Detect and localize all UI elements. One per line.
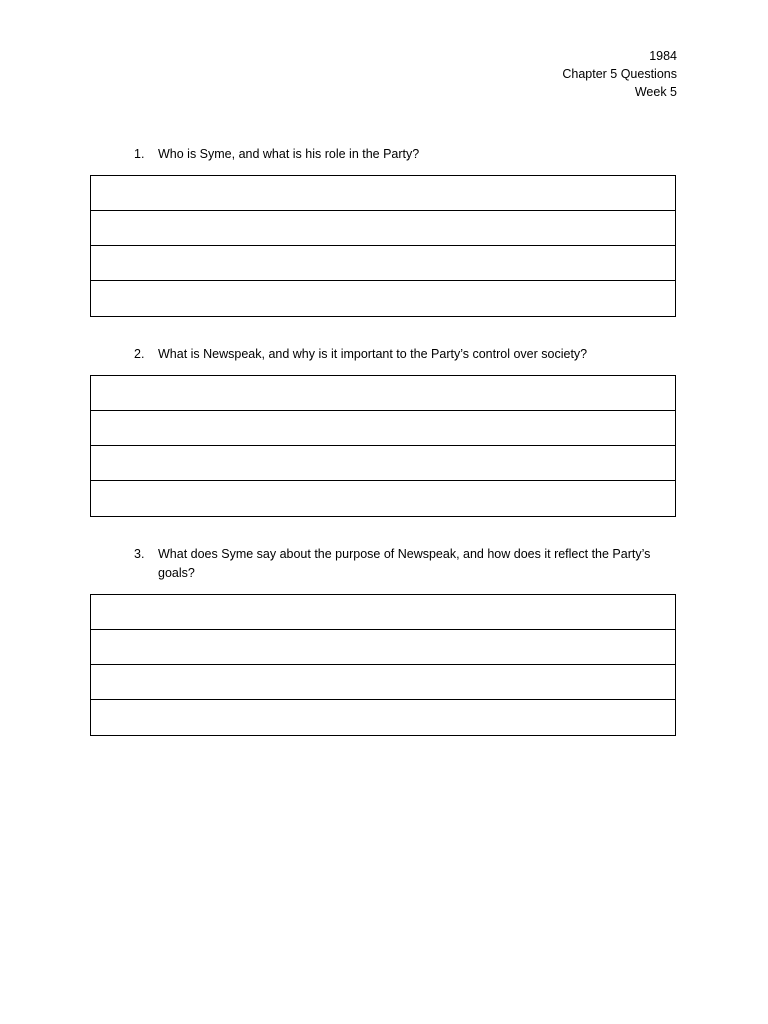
question-3-number: 3. bbox=[134, 547, 145, 561]
question-3-text: What does Syme say about the purpose of Newspeak, and how does it reflect the Party’s goals? bbox=[158, 547, 651, 580]
header-chapter: Chapter 5 Questions bbox=[562, 67, 677, 81]
question-1 bbox=[134, 145, 674, 164]
question-3 bbox=[134, 545, 674, 583]
question-2-text: What is Newspeak, and why is it important to the Party’s control over society? bbox=[158, 347, 588, 361]
question-1-number: 1. bbox=[134, 147, 145, 161]
document-header bbox=[562, 47, 677, 101]
question-2-number: 2. bbox=[134, 347, 145, 361]
answer-box-3[interactable] bbox=[90, 594, 676, 736]
answer-line[interactable] bbox=[91, 281, 675, 316]
question-2 bbox=[134, 345, 674, 364]
answer-box-1[interactable] bbox=[90, 175, 676, 317]
answer-line[interactable] bbox=[91, 246, 675, 281]
question-1-text: Who is Syme, and what is his role in the Party? bbox=[158, 147, 420, 161]
answer-line[interactable] bbox=[91, 700, 675, 735]
header-book-title: 1984 bbox=[649, 49, 677, 63]
answer-box-2[interactable] bbox=[90, 375, 676, 517]
answer-line[interactable] bbox=[91, 176, 675, 211]
answer-line[interactable] bbox=[91, 665, 675, 700]
answer-line[interactable] bbox=[91, 376, 675, 411]
answer-line[interactable] bbox=[91, 411, 675, 446]
answer-line[interactable] bbox=[91, 446, 675, 481]
answer-line[interactable] bbox=[91, 481, 675, 516]
answer-line[interactable] bbox=[91, 595, 675, 630]
answer-line[interactable] bbox=[91, 630, 675, 665]
header-week: Week 5 bbox=[634, 85, 677, 99]
answer-line[interactable] bbox=[91, 211, 675, 246]
